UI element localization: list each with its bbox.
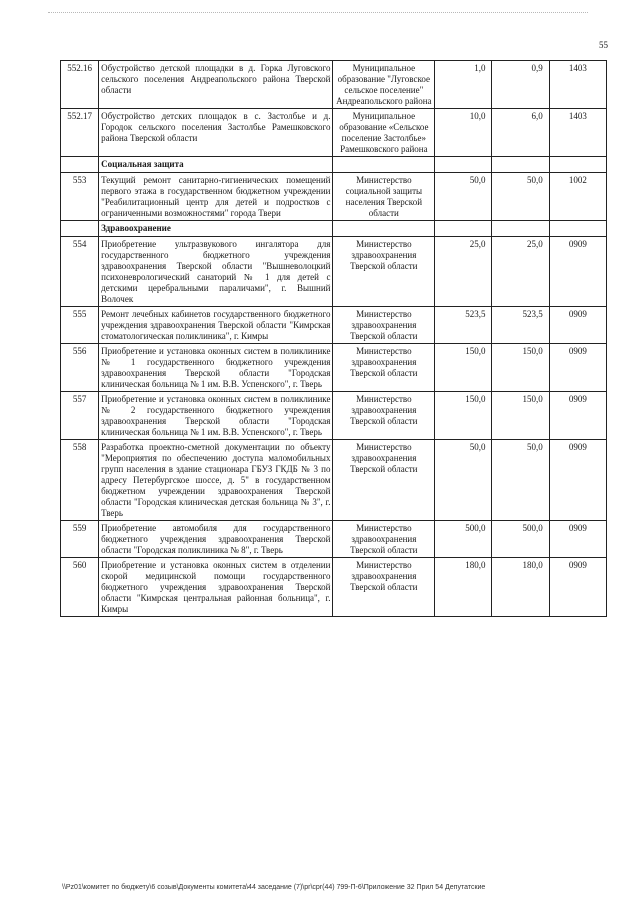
table-row [61, 344, 607, 392]
row-responsible: Муниципальное образование "Луговское сельское поселение" Андреапольского района [333, 61, 435, 109]
row-responsible: Муниципальное образование «Сельское поселение Застолбье» Рамешковского района [333, 109, 435, 157]
row-description: Приобретение автомобиля для государственного бюджетного учреждения здравоохранения Тверской области "Городская поликлиника № 8", г. Тверь [99, 521, 333, 558]
row-budget-code: 0909 [549, 307, 606, 344]
section-empty-cell [549, 157, 606, 173]
row-value-planned: 150,0 [435, 344, 492, 392]
table-body [61, 61, 607, 617]
section-header-row [61, 157, 607, 173]
section-title: Здравоохранение [99, 221, 333, 237]
row-budget-code: 0909 [549, 521, 606, 558]
row-value-planned: 50,0 [435, 440, 492, 521]
row-value-planned: 50,0 [435, 173, 492, 221]
row-value-planned: 25,0 [435, 237, 492, 307]
table-row [61, 440, 607, 521]
row-budget-code: 0909 [549, 237, 606, 307]
row-budget-code: 1403 [549, 61, 606, 109]
row-budget-code: 0909 [549, 558, 606, 617]
row-value-adjusted: 500,0 [492, 521, 549, 558]
row-description: Приобретение и установка оконных систем в поликлинике № 1 государственного бюджетного учреждения здравоохранения Тверской области "Городская клиническая больница № 1 им. В.В. Успенского", г. Тверь [99, 344, 333, 392]
row-value-adjusted: 523,5 [492, 307, 549, 344]
row-description: Приобретение и установка оконных систем в отделении скорой медицинской помощи государственного бюджетного учреждения здравоохранения Тверской области "Кимрская центральная районная больница", г. Кимры [99, 558, 333, 617]
row-number: 555 [61, 307, 99, 344]
row-budget-code: 0909 [549, 440, 606, 521]
row-description: Ремонт лечебных кабинетов государственного бюджетного учреждения здравоохранения Тверской области "Кимрская стоматологическая поликлиника", г. Кимры [99, 307, 333, 344]
section-num-cell [61, 157, 99, 173]
table-row [61, 173, 607, 221]
row-value-adjusted: 50,0 [492, 173, 549, 221]
section-empty-cell [333, 157, 435, 173]
row-responsible: Министерство здравоохранения Тверской области [333, 237, 435, 307]
table-row [61, 237, 607, 307]
row-value-planned: 180,0 [435, 558, 492, 617]
row-number: 553 [61, 173, 99, 221]
section-empty-cell [492, 221, 549, 237]
row-number: 554 [61, 237, 99, 307]
row-value-adjusted: 150,0 [492, 392, 549, 440]
row-value-adjusted: 150,0 [492, 344, 549, 392]
row-value-adjusted: 180,0 [492, 558, 549, 617]
appropriations-table [60, 60, 607, 617]
row-description: Приобретение ультразвукового ингалятора для государственного бюджетного учреждения здравоохранения Тверской области "Вышневолоцкий психоневрологический санаторий № 1 для детей с детскими церебральными параличами", г. Вышний Волочек [99, 237, 333, 307]
row-value-planned: 500,0 [435, 521, 492, 558]
row-number: 556 [61, 344, 99, 392]
row-description: Обустройство детских площадок в с. Застолбье и д. Городок сельского поселения Застолбье Рамешковского района Тверской области [99, 109, 333, 157]
row-responsible: Министерство здравоохранения Тверской области [333, 440, 435, 521]
row-description: Текущий ремонт санитарно-гигиенических помещений первого этажа в государственном бюджетном учреждении "Реабилитационный центр для детей и подростков с ограниченными возможностями" города Твери [99, 173, 333, 221]
row-responsible: Министерство здравоохранения Тверской области [333, 521, 435, 558]
row-budget-code: 1403 [549, 109, 606, 157]
table-row [61, 521, 607, 558]
section-empty-cell [435, 221, 492, 237]
row-number: 557 [61, 392, 99, 440]
row-value-planned: 150,0 [435, 392, 492, 440]
row-responsible: Министерство здравоохранения Тверской области [333, 558, 435, 617]
row-value-adjusted: 0,9 [492, 61, 549, 109]
table-row [61, 307, 607, 344]
row-responsible: Министерство социальной защиты населения Тверской области [333, 173, 435, 221]
page-number: 55 [599, 40, 608, 50]
row-responsible: Министерство здравоохранения Тверской области [333, 307, 435, 344]
table-row [61, 392, 607, 440]
section-title: Социальная защита [99, 157, 333, 173]
row-budget-code: 0909 [549, 344, 606, 392]
row-value-planned: 523,5 [435, 307, 492, 344]
row-value-adjusted: 50,0 [492, 440, 549, 521]
row-number: 552.16 [61, 61, 99, 109]
table-row [61, 109, 607, 157]
row-responsible: Министерство здравоохранения Тверской области [333, 392, 435, 440]
section-empty-cell [333, 221, 435, 237]
section-header-row [61, 221, 607, 237]
row-budget-code: 1002 [549, 173, 606, 221]
row-number: 560 [61, 558, 99, 617]
section-empty-cell [549, 221, 606, 237]
row-number: 559 [61, 521, 99, 558]
section-empty-cell [435, 157, 492, 173]
row-number: 558 [61, 440, 99, 521]
row-description: Приобретение и установка оконных систем в поликлинике № 2 государственного бюджетного учреждения здравоохранения Тверской области "Городская клиническая больница № 1 им. В.В. Успенского", г. Тверь [99, 392, 333, 440]
row-responsible: Министерство здравоохранения Тверской области [333, 344, 435, 392]
file-path-footer: \\Pz01\комитет по бюджету\6 созыв\Документы комитета\44 заседание (7)\pr\cpr(44) 799-П-6\Приложение 32 Прил 54 Депутатские [62, 884, 486, 891]
row-value-planned: 1,0 [435, 61, 492, 109]
section-empty-cell [492, 157, 549, 173]
scan-top-line [48, 12, 588, 13]
row-description: Обустройство детской площадки в д. Горка Луговского сельского поселения Андреапольского района Тверской области [99, 61, 333, 109]
row-value-adjusted: 6,0 [492, 109, 549, 157]
row-value-planned: 10,0 [435, 109, 492, 157]
row-value-adjusted: 25,0 [492, 237, 549, 307]
table-row [61, 61, 607, 109]
row-description: Разработка проектно-сметной документации по объекту "Мероприятия по обеспечению доступа маломобильных групп населения в здание стационара ГБУЗ ГКДБ № 3 по адресу Петербургское шоссе, д. 5" в государственном бюджетном учреждении здравоохранения Тверской области "Городская клиническая детская больница № 3", г. Тверь [99, 440, 333, 521]
table-row [61, 558, 607, 617]
row-budget-code: 0909 [549, 392, 606, 440]
section-num-cell [61, 221, 99, 237]
row-number: 552.17 [61, 109, 99, 157]
